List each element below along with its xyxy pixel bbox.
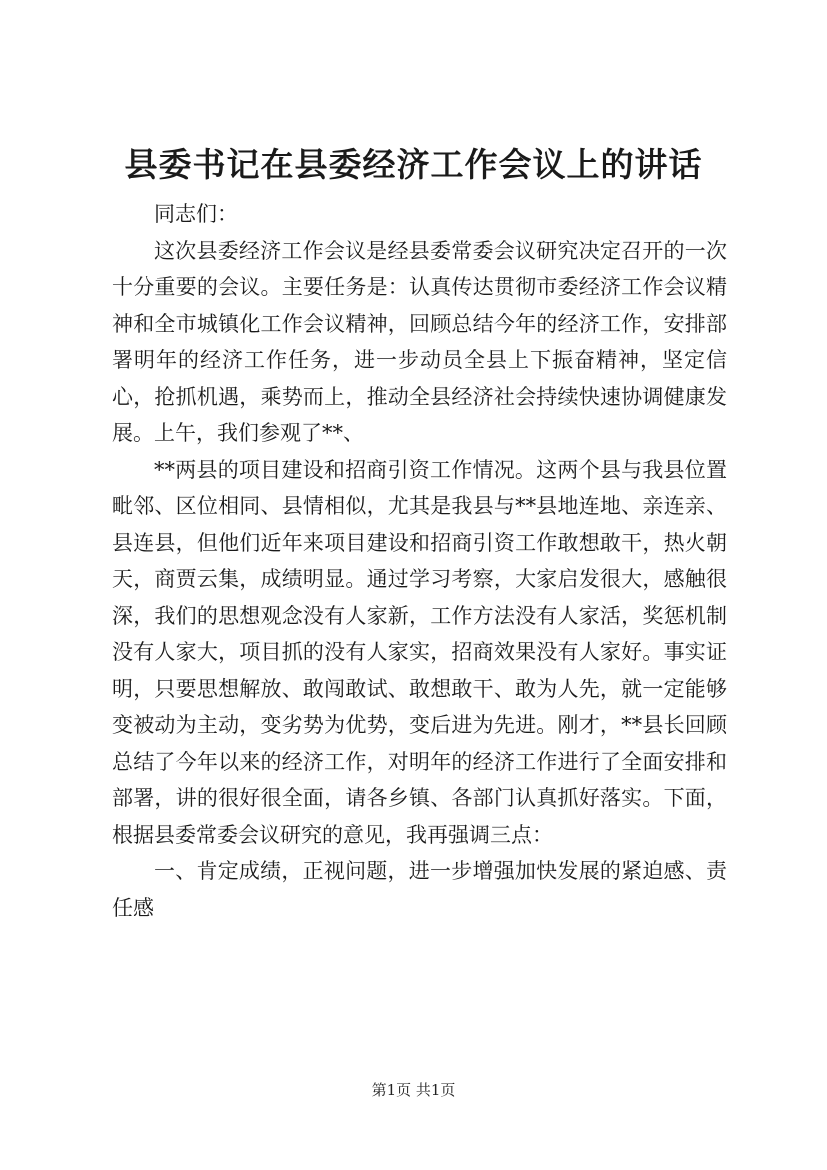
paragraph-3: 一、肯定成绩，正视问题，进一步增强加快发展的紧迫感、责任感 [112,859,727,920]
page-number-footer: 第1页 共1页 [371,1081,456,1099]
paragraph-1: 这次县委经济工作会议是经县委常委会议研究决定召开的一次十分重要的会议。主要任务是：认真传达贯彻市委经济工作会议精神和全市城镇化工作会议精神，回顾总结今年的经济工作，安排部署明年的经济工作任务，进一步动员全县上下振奋精神，坚定信心，抢抓机遇，乘势而上，推动全县经济社会持续快速协调健康发展。上午，我们参观了**、 [112,238,727,445]
salutation: 同志们： [154,202,238,226]
document-body [112,196,727,926]
paragraph-2: **两县的项目建设和招商引资工作情况。这两个县与我县位置毗邻、区位相同、县情相似，尤其是我县与**县地连地、亲连亲、县连县，但他们近年来项目建设和招商引资工作敢想敢干，热火朝天，商贾云集，成绩明显。通过学习考察，大家启发很大，感触很深，我们的思想观念没有人家新，工作方法没有人家活，奖惩机制没有人家大，项目抓的没有人家实，招商效果没有人家好。事实证明，只要思想解放、敢闯敢试、敢想敢干、敢为人先，就一定能够变被动为主动，变劣势为优势，变后进为先进。刚才，**县长回顾总结了今年以来的经济工作，对明年的经济工作进行了全面安排和部署，讲的很好很全面，请各乡镇、各部门认真抓好落实。下面，根据县委常委会议研究的意见，我再强调三点： [112,457,727,847]
document-title: 县委书记在县委经济工作会议上的讲话 [124,145,703,184]
